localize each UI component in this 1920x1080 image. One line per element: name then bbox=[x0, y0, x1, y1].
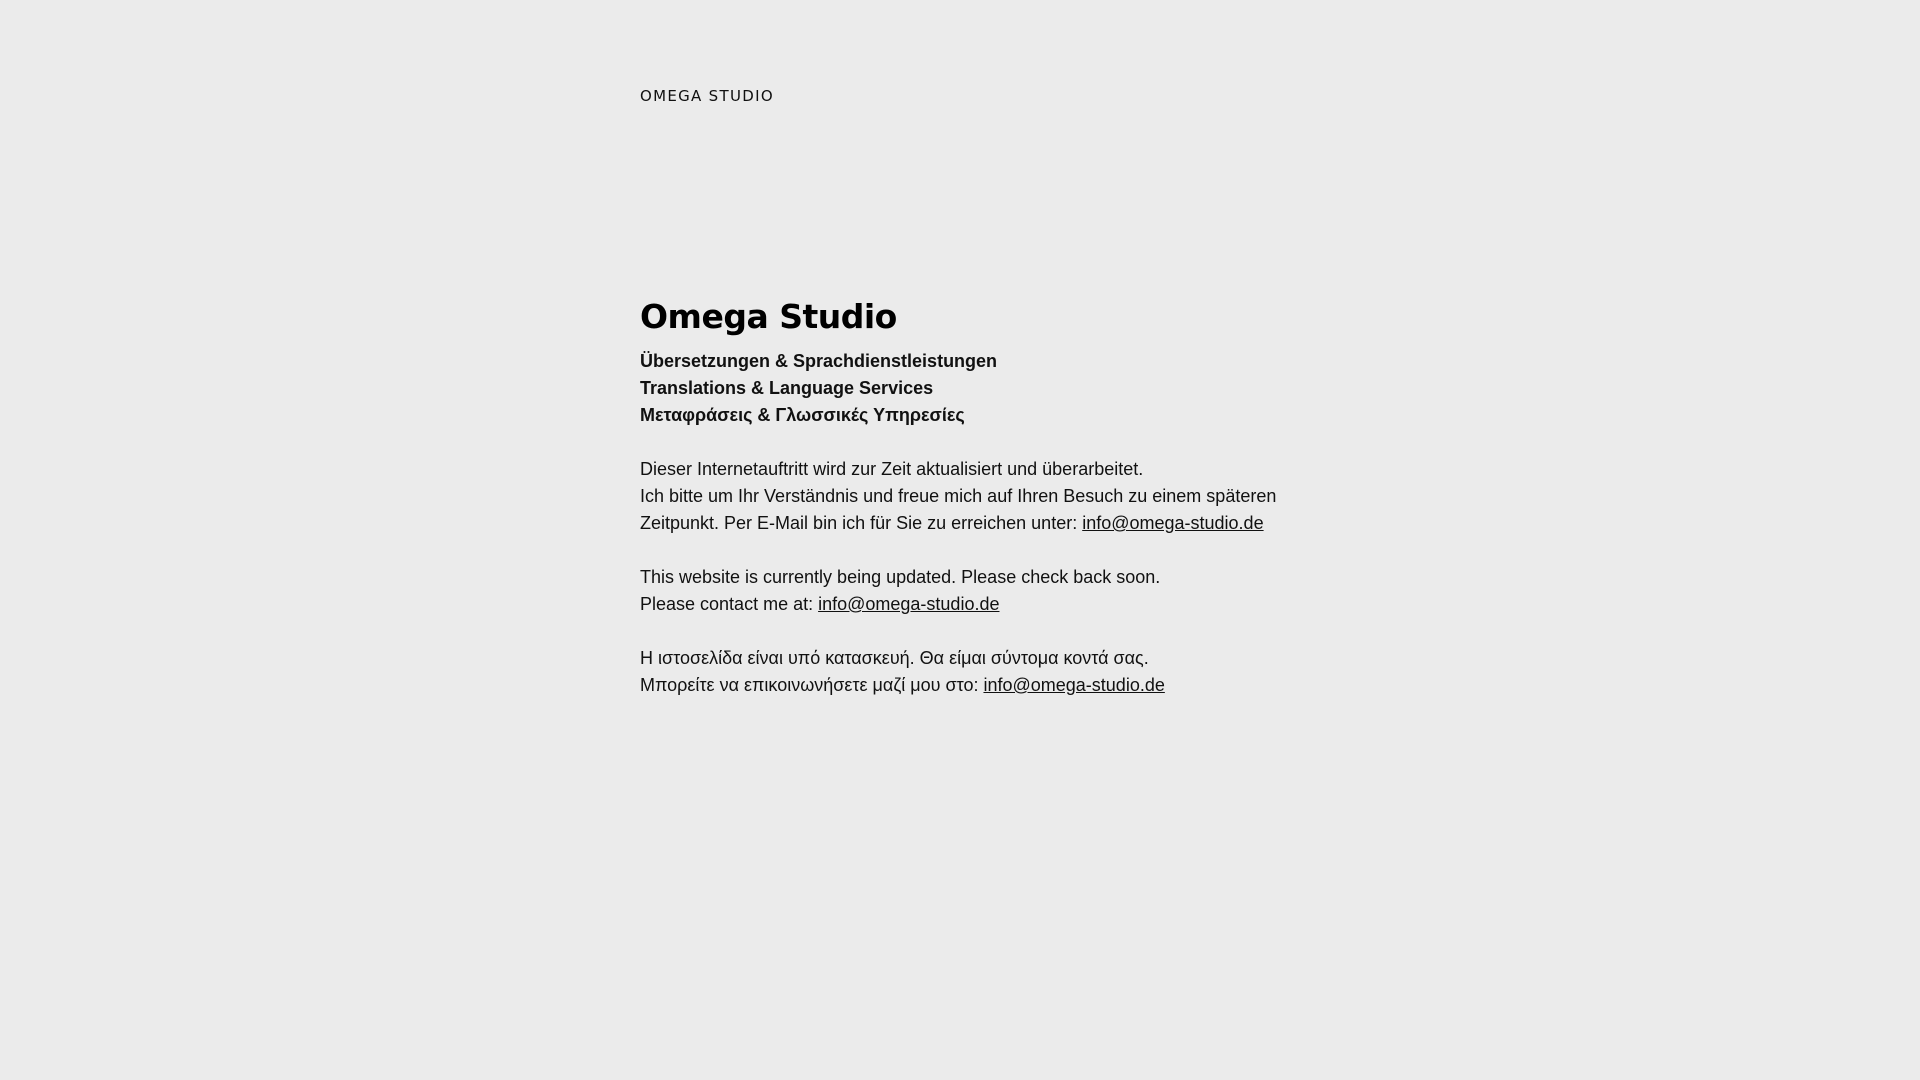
german-line-1: Dieser Internetauftritt wird zur Zeit aktualisiert und überarbeitet. bbox=[640, 459, 1144, 479]
greek-notice bbox=[640, 645, 1400, 699]
german-line-3 bbox=[640, 510, 1400, 537]
greek-line-2-text: Μπορείτε να επικοινωνήσετε μαζί μου στο: bbox=[640, 675, 984, 695]
services-list bbox=[640, 348, 1400, 429]
german-line-3-text: Zeitpunkt. Per E-Mail bin ich für Sie zu erreichen unter: bbox=[640, 513, 1083, 533]
english-line-1: This website is currently being updated. Please check back soon. bbox=[640, 567, 1161, 587]
greek-line-2 bbox=[640, 672, 1400, 699]
german-email-link[interactable]: info@omega-studio.de bbox=[1082, 513, 1264, 533]
main-content bbox=[640, 292, 1400, 699]
german-line-2: Ich bitte um Ihr Verständnis und freue mich auf Ihren Besuch zu einem späteren bbox=[640, 486, 1277, 506]
german-notice bbox=[640, 456, 1400, 537]
greek-email-link[interactable]: info@omega-studio.de bbox=[983, 675, 1165, 695]
english-line-2-text: Please contact me at: bbox=[640, 594, 819, 614]
service-greek: Μεταφράσεις & Γλωσσικές Υπηρεσίες bbox=[640, 405, 965, 425]
service-german: Übersetzungen & Sprachdienstleistungen bbox=[640, 351, 998, 371]
english-line-2 bbox=[640, 591, 1400, 618]
english-notice bbox=[640, 564, 1400, 618]
service-english: Translations & Language Services bbox=[640, 378, 934, 398]
page-title: Omega Studio bbox=[640, 297, 897, 336]
english-email-link[interactable]: info@omega-studio.de bbox=[818, 594, 1000, 614]
site-brand: OMEGA STUDIO bbox=[640, 87, 774, 105]
greek-line-1: Η ιστοσελίδα είναι υπό κατασκευή. Θα είμαι σύντομα κοντά σας. bbox=[640, 648, 1149, 668]
